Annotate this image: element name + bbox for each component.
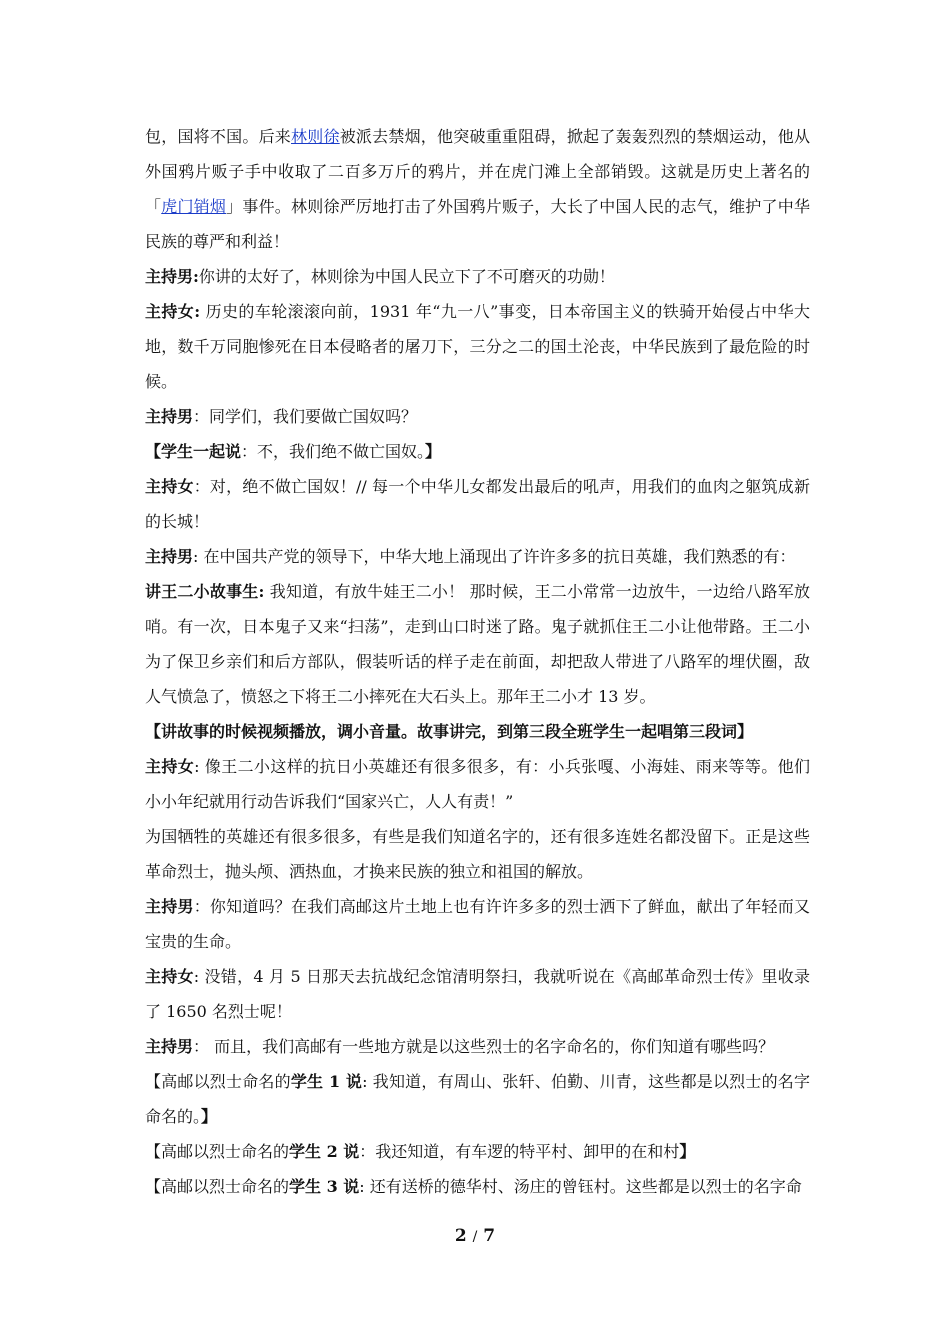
link-humen-xiaoyan[interactable]: 虎门销烟 [161,197,227,216]
text: 历史的车轮滚滚向前，1931 年“九一八”事变，日本帝国主义的铁骑开始侵占中华大地，数千万同胞惨死在日本侵略者的屠刀下，三分之二的国土沦丧，中华民族到了最危险的时候。 [145,302,810,391]
speaker-label: 学生 2 说 [289,1142,360,1161]
page-separator: / [472,1229,478,1245]
speaker-label: 主持女: [145,302,201,321]
speaker-label: 主持女 [145,757,195,776]
bracket: 】 [201,1107,218,1126]
speaker-label: 学生 1 说 [290,1072,363,1091]
paragraph [145,539,810,574]
text: 【高邮以烈士命名的 [145,1177,290,1196]
speaker-label: 讲王二小故事生: [145,582,265,601]
text: ：我还知道，有车逻的特平村、卸甲的在和村 [359,1142,680,1161]
text: : 还有送桥的德华村、汤庄的曾钰村。这些都是以烈士的名字命 [359,1177,802,1196]
text: ： 而且，我们高邮有一些地方就是以这些烈士的名字命名的，你们知道有哪些吗？ [193,1037,775,1056]
text: 【讲故事的时候视频播放，调小音量。故事讲完，到第三段全班学生一起唱第三段词】 [145,722,754,741]
paragraph [145,469,810,539]
speaker-label: 主持女 [145,967,194,986]
paragraph [145,434,810,469]
speaker-label: 主持男 [145,897,194,916]
paragraph [145,959,810,1029]
text: 【高邮以烈士命名的 [145,1142,290,1161]
speaker-label: 学生一起说 [161,442,242,461]
speaker-label: 主持男 [145,407,194,426]
bracket: 】 [425,442,442,461]
paragraph [145,1169,810,1204]
bracket: 【 [145,442,162,461]
paragraph [145,1064,810,1134]
speaker-label: 主持男 [145,1037,194,1056]
paragraph [145,119,810,259]
paragraph [145,819,810,889]
paragraph [145,1029,810,1064]
text: : 我知道，有周山、张轩、伯勤、川青，这些都是以烈士的名字命名的。 [145,1072,810,1126]
total-pages: 7 [483,1226,496,1246]
text: 你讲的太好了，林则徐为中国人民立下了不可磨灭的功勋！ [198,267,615,286]
speaker-label: 学生 3 说 [289,1177,360,1196]
page-number [0,1226,950,1246]
text: 包，国将不国。后来 [145,127,292,146]
text: 」事件。林则徐严厉地打击了外国鸦片贩子，大长了中国人民的志气，维护了中华民族的尊严和利益！ [145,197,810,251]
speaker-label: 主持男: [145,267,199,286]
paragraph [145,889,810,959]
text: 【高邮以烈士命名的 [145,1072,291,1091]
paragraph [145,749,810,819]
paragraph [145,1134,810,1169]
text: : 在中国共产党的领导下，中华大地上涌现出了许许多多的抗日英雄，我们熟悉的有： [193,547,796,566]
speaker-label: 主持男 [145,547,194,566]
paragraph [145,574,810,714]
text: ：对，绝不做亡国奴！// 每一个中华儿女都发出最后的吼声，用我们的血肉之躯筑成新的长城！ [145,477,810,531]
text: 我知道，有放牛娃王二小！ 那时候，王二小常常一边放牛，一边给八路军放哨。有一次，日本鬼子又来“扫荡”，走到山口时迷了路。鬼子就抓住王二小让他带路。王二小为了保卫乡亲们和后方部队，假装听话的样子走在前面，却把敌人带进了八路军的埋伏圈，敌人气愤急了，愤怒之下将王二小摔死在大石头上。那年王二小才 13 岁。 [145,582,810,706]
text: ：不，我们绝不做亡国奴。 [241,442,426,461]
document-body [145,119,810,1204]
bracket: 】 [679,1142,696,1161]
paragraph [145,399,810,434]
text: 被派去禁烟，他突破重重阻碍，掀起了轰轰烈烈的禁烟运动，他从外国鸦片贩子手中收取了二百多万斤的鸦片，并在虎门滩上全部销毁。这就是历史上著名的「 [145,127,810,216]
speaker-label: 主持女 [145,477,194,496]
text: ：你知道吗？在我们高邮这片土地上也有许许多多的烈士洒下了鲜血，献出了年轻而又宝贵的生命。 [145,897,810,951]
text: ：同学们，我们要做亡国奴吗？ [193,407,418,426]
text: : 像王二小这样的抗日小英雄还有很多很多，有：小兵张嘎、小海娃、雨来等等。他们小小年纪就用行动告诉我们“国家兴亡，人人有责！” [145,757,810,811]
link-lin-zexu[interactable]: 林则徐 [291,127,340,146]
paragraph [145,294,810,399]
text: : 没错，4 月 5 日那天去抗战纪念馆清明祭扫，我就听说在《高邮革命烈士传》里收录了 1650 名烈士呢！ [145,967,810,1021]
stage-direction [145,714,810,749]
current-page: 2 [454,1226,467,1246]
paragraph [145,259,810,294]
text: 为国牺牲的英雄还有很多很多，有些是我们知道名字的，还有很多连姓名都没留下。正是这些革命烈士，抛头颅、洒热血，才换来民族的独立和祖国的解放。 [145,827,810,881]
